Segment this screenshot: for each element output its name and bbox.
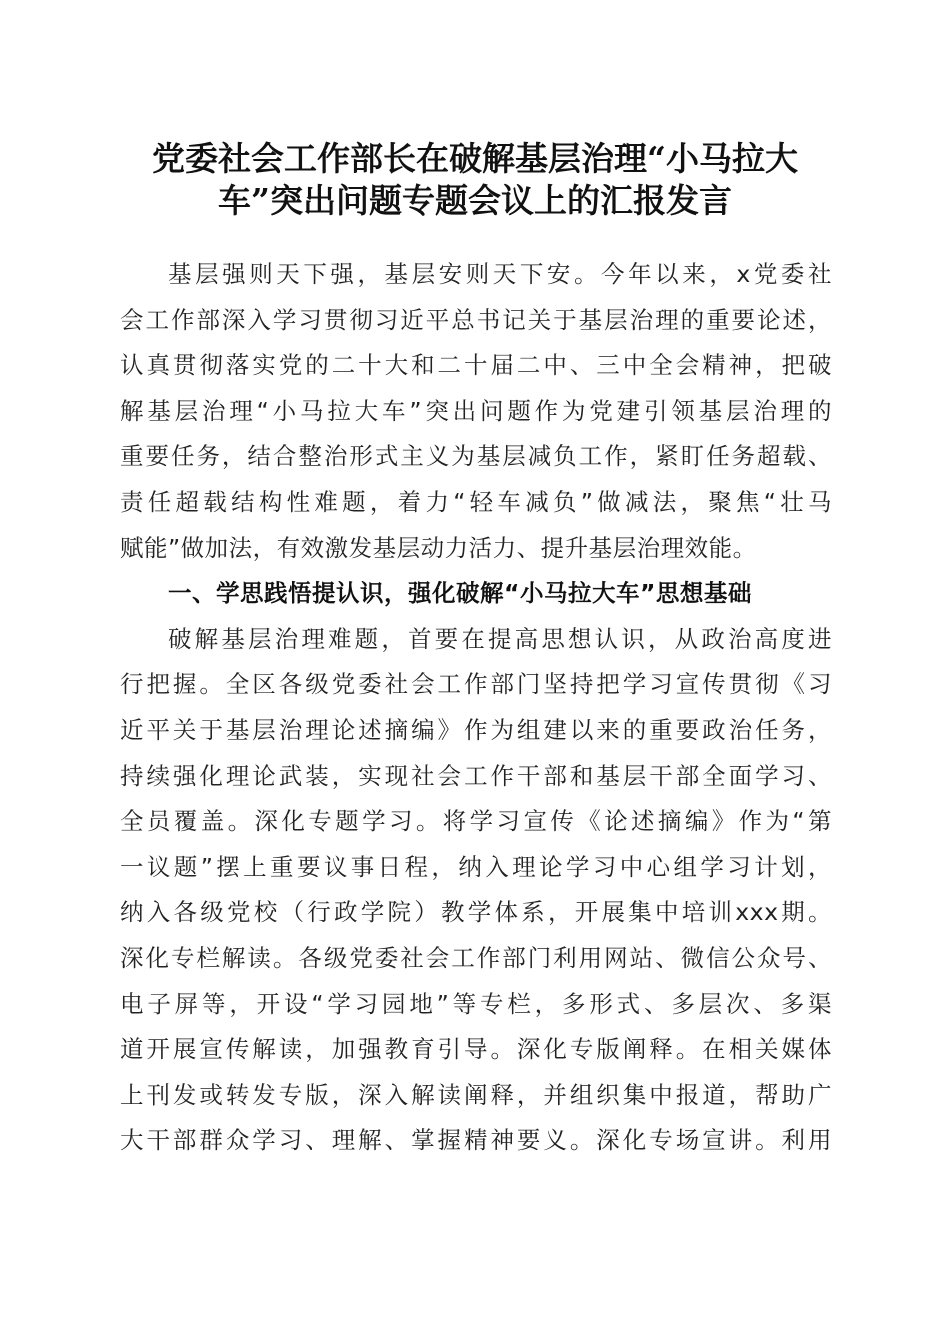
section-heading: 一、学思践悟提认识，强化破解“小马拉大车”思想基础	[168, 579, 752, 608]
intro-paragraph	[120, 252, 832, 571]
paragraph-line: 纳入各级党校（行政学院）教学体系，开展集中培训xxx期。	[120, 898, 832, 927]
document-title	[90, 138, 860, 222]
paragraph-line: 全员覆盖。深化专题学习。将学习宣传《论述摘编》作为“第	[120, 807, 832, 836]
paragraph-line: 赋能”做加法，有效激发基层动力活力、提升基层治理效能。	[120, 533, 757, 562]
document-body	[120, 252, 832, 1164]
paragraph-line: 解基层治理“小马拉大车”突出问题作为党建引领基层治理的	[120, 396, 832, 425]
section-paragraph	[120, 617, 832, 1164]
paragraph-line: 行把握。全区各级党委社会工作部门坚持把学习宣传贯彻《习	[120, 670, 832, 699]
paragraph-line: 会工作部深入学习贯彻习近平总书记关于基层治理的重要论述，	[120, 305, 832, 334]
title-line: 党委社会工作部长在破解基层治理“小马拉大	[152, 139, 798, 178]
paragraph-line: 电子屏等，开设“学习园地”等专栏，多形式、多层次、多渠	[120, 989, 832, 1018]
paragraph-line: 持续强化理论武装，实现社会工作干部和基层干部全面学习、	[120, 761, 832, 790]
paragraph-line: 一议题”摆上重要议事日程，纳入理论学习中心组学习计划，	[120, 852, 832, 881]
paragraph-line: 近平关于基层治理论述摘编》作为组建以来的重要政治任务，	[120, 715, 832, 744]
paragraph-line: 破解基层治理难题，首要在提高思想认识，从政治高度进	[168, 624, 832, 653]
paragraph-line: 上刊发或转发专版，深入解读阐释，并组织集中报道，帮助广	[120, 1080, 832, 1109]
paragraph-line: 道开展宣传解读，加强教育引导。深化专版阐释。在相关媒体	[120, 1035, 832, 1064]
paragraph-line: 大干部群众学习、理解、掌握精神要义。深化专场宣讲。利用	[120, 1126, 832, 1155]
paragraph-line: 基层强则天下强，基层安则天下安。今年以来，x党委社	[168, 260, 832, 288]
paragraph-line: 责任超载结构性难题，着力“轻车减负”做减法，聚焦“壮马	[120, 487, 832, 516]
paragraph-line: 深化专栏解读。各级党委社会工作部门利用网站、微信公众号、	[120, 943, 832, 972]
paragraph-line: 重要任务，结合整治形式主义为基层减负工作，紧盯任务超载、	[120, 442, 832, 471]
paragraph-line: 认真贯彻落实党的二十大和二十届二中、三中全会精神，把破	[120, 351, 832, 380]
title-line: 车”突出问题专题会议上的汇报发言	[218, 181, 732, 220]
